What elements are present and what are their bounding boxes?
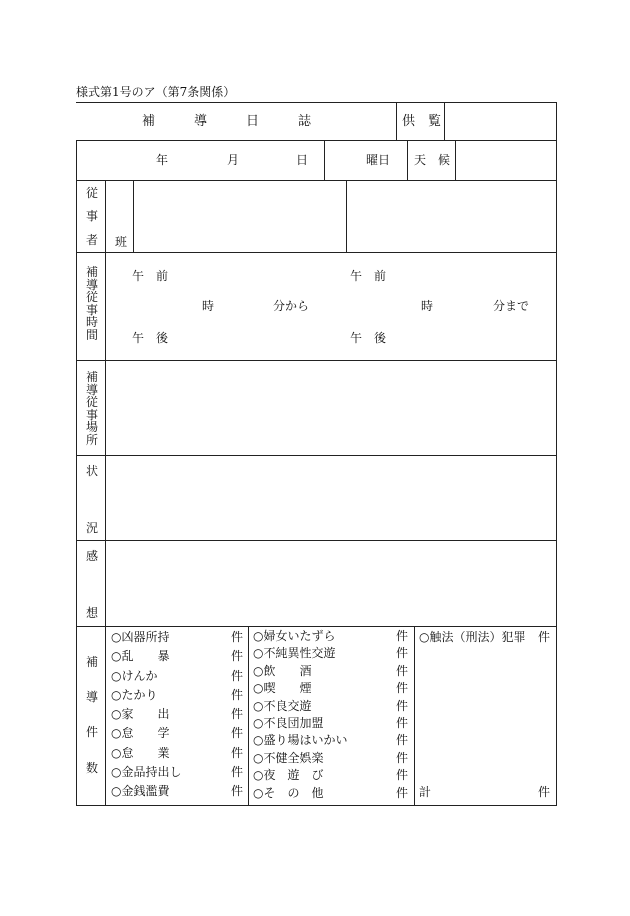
month-label: 月 <box>227 153 240 167</box>
counts-label-2: 導 <box>86 690 99 704</box>
item-label: ○夜 遊 び <box>253 768 324 783</box>
unit-label: 件 <box>395 715 408 730</box>
rule-count-v1 <box>248 626 249 805</box>
hours-label-char: 導 <box>85 277 98 292</box>
unit-label: 件 <box>395 750 408 765</box>
end-am-label: 午 前 <box>350 269 387 283</box>
item-label: ○怠 業 <box>111 745 170 760</box>
list-item[interactable] <box>253 680 408 697</box>
item-label: ○金銭濫費 <box>111 784 170 799</box>
unit-label: 件 <box>395 698 408 713</box>
item-label: ○凶器所持 <box>111 630 170 644</box>
list-item[interactable] <box>253 698 408 715</box>
worker-label-3: 者 <box>86 233 99 247</box>
worker-field-1[interactable] <box>134 181 345 251</box>
unit-label: 件 <box>230 668 243 683</box>
impression-field[interactable] <box>106 541 555 625</box>
item-label: ○飲 酒 <box>253 663 312 678</box>
item-label: ○金品持出し <box>111 765 182 780</box>
start-minute-from-label: 分から <box>273 299 310 313</box>
hours-label-char: 事 <box>85 302 98 317</box>
item-label: ○そ の 他 <box>253 785 324 800</box>
page-title: 補 導 日 誌 <box>142 114 312 129</box>
item-label: ○乱 暴 <box>111 649 170 664</box>
impression-label-bottom: 想 <box>86 606 99 620</box>
hours-label-char: 間 <box>85 327 98 342</box>
unit-label: 件 <box>230 649 243 664</box>
hours-label-char: 従 <box>85 290 98 305</box>
place-label-char: 場 <box>85 420 98 435</box>
unit-label: 件 <box>537 785 550 799</box>
list-item[interactable] <box>111 705 243 724</box>
weather-label: 天 候 <box>414 153 451 167</box>
weekday-label: 曜日 <box>366 153 391 167</box>
unit-label: 件 <box>537 630 550 644</box>
item-label: ○喫 煙 <box>253 681 312 696</box>
count-list-3 <box>419 628 550 647</box>
list-item[interactable] <box>253 663 408 680</box>
rule-impression-bottom <box>76 626 557 627</box>
count-total <box>419 783 550 802</box>
count-list-1 <box>111 628 243 802</box>
counts-label-4: 数 <box>86 761 99 775</box>
place-label-char: 所 <box>85 432 98 447</box>
unit-label: 件 <box>395 785 408 800</box>
list-item[interactable] <box>253 767 408 784</box>
hours-label-char: 補 <box>85 265 98 279</box>
unit-label: 件 <box>230 726 243 741</box>
hours-label <box>84 266 100 342</box>
unit-label: 件 <box>230 784 243 799</box>
counts-label-3: 件 <box>86 725 99 739</box>
end-hour-label: 時 <box>421 299 434 313</box>
group-label: 班 <box>115 235 128 249</box>
item-label: ○怠 学 <box>111 726 170 741</box>
start-am-label: 午 前 <box>132 269 169 283</box>
unit-label: 件 <box>395 681 408 696</box>
unit-label: 件 <box>395 646 408 661</box>
list-item[interactable] <box>253 645 408 662</box>
hours-label-char: 時 <box>85 315 98 330</box>
unit-label: 件 <box>395 733 408 748</box>
item-label: ○不良交遊 <box>253 698 312 713</box>
worker-field-2[interactable] <box>347 181 555 251</box>
review-field[interactable] <box>445 103 555 139</box>
list-item[interactable] <box>253 732 408 749</box>
worker-label-2: 事 <box>86 209 99 223</box>
item-label: ○盛り場はいかい <box>253 733 348 748</box>
status-label-bottom: 況 <box>86 521 99 535</box>
unit-label: 件 <box>230 687 243 702</box>
list-item[interactable] <box>253 750 408 767</box>
unit-label: 件 <box>230 745 243 760</box>
item-label: ○けんか <box>111 668 158 683</box>
list-item[interactable] <box>419 628 550 647</box>
end-pm-label: 午 後 <box>350 331 387 345</box>
rule-date-v1 <box>324 140 325 180</box>
weather-field[interactable] <box>456 141 555 179</box>
unit-label: 件 <box>230 630 243 644</box>
rule-worker-bottom <box>76 252 557 253</box>
place-field[interactable] <box>106 361 555 454</box>
review-label: 供 覧 <box>402 114 442 129</box>
form-id: 様式第1号のア（第7条関係） <box>76 85 236 99</box>
unit-label: 件 <box>395 663 408 678</box>
counts-label-1: 補 <box>86 655 99 669</box>
item-label: ○触法（刑法）犯罪 <box>419 630 526 644</box>
list-item[interactable] <box>111 744 243 763</box>
rule-date-v2 <box>407 140 408 180</box>
status-field[interactable] <box>106 456 555 539</box>
item-label: ○不健全娯楽 <box>253 750 324 765</box>
place-label-char: 補 <box>85 370 98 384</box>
worker-label-1: 従 <box>86 186 99 200</box>
list-item[interactable] <box>253 785 408 802</box>
item-label: ○たかり <box>111 687 158 702</box>
place-label-char: 従 <box>85 395 98 410</box>
unit-label: 件 <box>395 629 408 643</box>
status-label-top: 状 <box>86 464 99 478</box>
unit-label: 件 <box>395 768 408 783</box>
total-row[interactable] <box>419 783 550 802</box>
list-item[interactable] <box>111 647 243 666</box>
list-item[interactable] <box>253 715 408 732</box>
unit-label: 件 <box>230 707 243 722</box>
place-label <box>84 371 100 447</box>
list-item[interactable] <box>111 686 243 705</box>
list-item[interactable] <box>111 763 243 782</box>
rule-bottom <box>76 805 557 806</box>
start-hour-label: 時 <box>202 299 215 313</box>
start-pm-label: 午 後 <box>132 331 169 345</box>
count-list-2 <box>253 628 408 802</box>
place-label-char: 事 <box>85 407 98 422</box>
total-label: 計 <box>419 785 432 799</box>
item-label: ○婦女いたずら <box>253 629 336 643</box>
day-label: 日 <box>296 153 309 167</box>
rule-left <box>76 140 77 805</box>
list-item[interactable] <box>111 782 243 801</box>
list-item[interactable] <box>111 667 243 686</box>
rule-right <box>556 102 557 805</box>
item-label: ○不良団加盟 <box>253 715 324 730</box>
year-label: 年 <box>156 153 169 167</box>
item-label: ○不純異性交遊 <box>253 646 336 661</box>
rule-count-v2 <box>414 626 415 805</box>
list-item[interactable] <box>111 628 243 647</box>
list-item[interactable] <box>111 724 243 743</box>
unit-label: 件 <box>230 765 243 780</box>
list-item[interactable] <box>253 628 408 645</box>
place-label-char: 導 <box>85 382 98 397</box>
impression-label-top: 感 <box>86 549 99 563</box>
rule-review-left <box>396 102 397 140</box>
end-minute-until-label: 分まで <box>493 299 530 313</box>
item-label: ○家 出 <box>111 707 170 722</box>
